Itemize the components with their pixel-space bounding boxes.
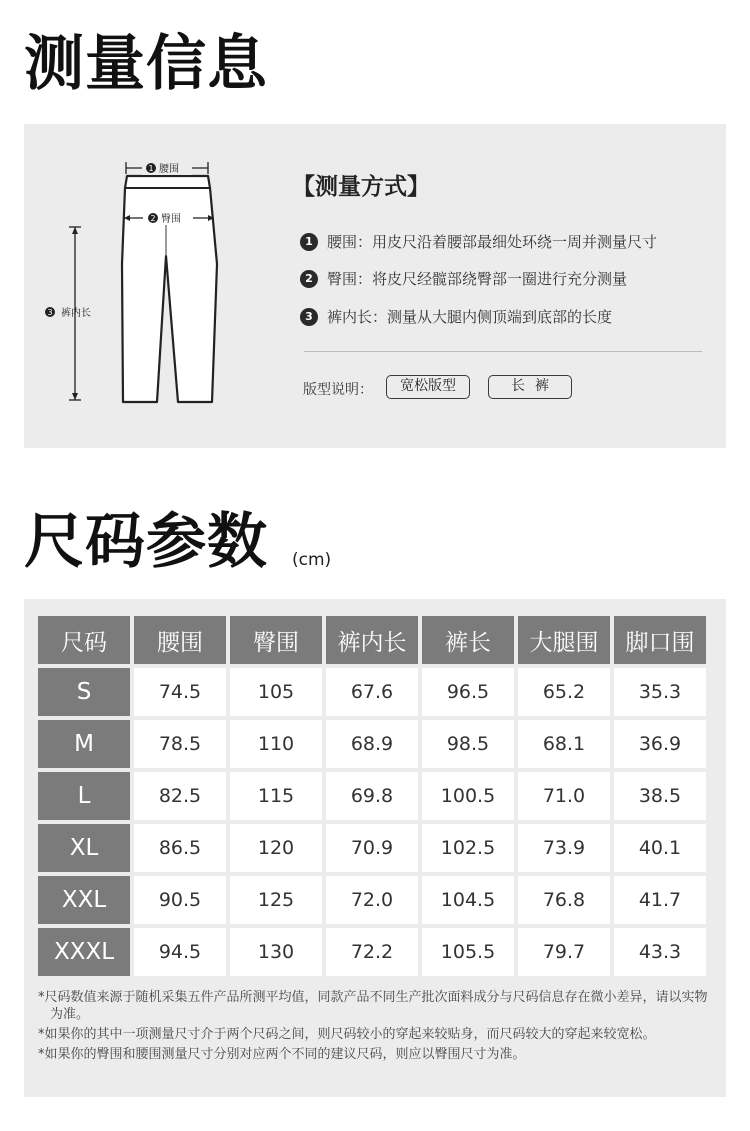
- pants-outline: [122, 176, 217, 402]
- table-cell: 38.5: [614, 772, 706, 820]
- step-text-waist: 腰围：用皮尺沿着腰部最细处环绕一周并测量尺寸: [327, 233, 658, 251]
- step-text-hip: 臀围：将皮尺经髋部绕臀部一圈进行充分测量: [327, 270, 628, 288]
- size-cell: XXL: [38, 876, 130, 924]
- table-cell: 115: [230, 772, 322, 820]
- inseam-label-group: [45, 306, 91, 319]
- table-cell: 82.5: [134, 772, 226, 820]
- table-cell: 35.3: [614, 668, 706, 716]
- size-table: [34, 612, 710, 980]
- table-cell: 120: [230, 824, 322, 872]
- header-inseam: 裤内长: [326, 616, 418, 664]
- svg-text:1: 1: [148, 164, 154, 173]
- measurement-panel: [24, 124, 726, 448]
- fit-label: 版型说明：: [303, 382, 373, 398]
- header-size: 尺码: [38, 616, 130, 664]
- table-cell: 76.8: [518, 876, 610, 924]
- fit-tag-loose: 宽松版型: [386, 375, 470, 399]
- size-table-panel: [24, 599, 726, 1097]
- table-header-row: [38, 616, 706, 664]
- table-cell: 71.0: [518, 772, 610, 820]
- table-cell: 98.5: [422, 720, 514, 768]
- hip-diagram-label: 臀围: [161, 214, 181, 225]
- notes: [38, 989, 718, 1066]
- section-title-measure: 测量信息: [24, 29, 268, 99]
- size-cell: S: [38, 668, 130, 716]
- table-cell: 36.9: [614, 720, 706, 768]
- note-3: *如果你的臀围和腰围测量尺寸分别对应两个不同的建议尺码，则应以臀围尺寸为准。: [38, 1047, 526, 1062]
- step-number-1: 1: [300, 233, 318, 251]
- step-number-2: 2: [300, 270, 318, 288]
- table-cell: 105: [230, 668, 322, 716]
- method-step-waist: [300, 231, 657, 252]
- size-cell: XXXL: [38, 928, 130, 976]
- inseam-diagram-label: 裤内长: [61, 308, 91, 319]
- table-cell: 72.0: [326, 876, 418, 924]
- table-cell: 130: [230, 928, 322, 976]
- note-1: *尺码数值来源于随机采集五件产品所测平均值，同款产品不同生产批次面料成分与尺码信息存在微小差异，请以实物为准。: [38, 990, 708, 1022]
- size-cell: L: [38, 772, 130, 820]
- table-cell: 96.5: [422, 668, 514, 716]
- fit-tag-long-pants: 长裤: [488, 375, 572, 399]
- table-cell: 105.5: [422, 928, 514, 976]
- table-cell: 86.5: [134, 824, 226, 872]
- method-title: 【测量方式】: [292, 174, 430, 200]
- header-hip: 臀围: [230, 616, 322, 664]
- header-length: 裤长: [422, 616, 514, 664]
- table-cell: 110: [230, 720, 322, 768]
- table-cell: 72.2: [326, 928, 418, 976]
- table-cell: 41.7: [614, 876, 706, 924]
- method-step-hip: [300, 268, 627, 289]
- table-row: [38, 720, 706, 768]
- section-title-size: 尺码参数: [24, 507, 268, 577]
- table-cell: 90.5: [134, 876, 226, 924]
- table-cell: 94.5: [134, 928, 226, 976]
- size-cell: M: [38, 720, 130, 768]
- note-2: *如果你的其中一项测量尺寸介于两个尺码之间，则尺码较小的穿起来较贴身，而尺码较大的穿起来较宽松。: [38, 1027, 656, 1042]
- table-cell: 67.6: [326, 668, 418, 716]
- table-cell: 125: [230, 876, 322, 924]
- table-cell: 74.5: [134, 668, 226, 716]
- waist-diagram-label: 腰围: [159, 164, 179, 175]
- size-cell: XL: [38, 824, 130, 872]
- unit-label: (cm): [292, 550, 332, 570]
- table-cell: 70.9: [326, 824, 418, 872]
- header-thigh: 大腿围: [518, 616, 610, 664]
- step-text-inseam: 裤内长：测量从大腿内侧顶端到底部的长度: [327, 308, 613, 326]
- table-cell: 73.9: [518, 824, 610, 872]
- svg-text:3: 3: [47, 308, 53, 317]
- svg-text:2: 2: [150, 214, 156, 223]
- table-cell: 79.7: [518, 928, 610, 976]
- table-cell: 69.8: [326, 772, 418, 820]
- table-cell: 68.1: [518, 720, 610, 768]
- table-cell: 102.5: [422, 824, 514, 872]
- table-row: [38, 928, 706, 976]
- table-cell: 104.5: [422, 876, 514, 924]
- table-row: [38, 668, 706, 716]
- method-step-inseam: [300, 306, 612, 327]
- pants-diagram: [24, 124, 284, 448]
- table-row: [38, 824, 706, 872]
- header-waist: 腰围: [134, 616, 226, 664]
- table-cell: 43.3: [614, 928, 706, 976]
- table-cell: 100.5: [422, 772, 514, 820]
- table-cell: 65.2: [518, 668, 610, 716]
- header-leg-opening: 脚口围: [614, 616, 706, 664]
- divider: [304, 351, 702, 352]
- table-cell: 78.5: [134, 720, 226, 768]
- waist-measure-line: [126, 161, 208, 175]
- step-number-3: 3: [300, 308, 318, 326]
- table-cell: 68.9: [326, 720, 418, 768]
- table-row: [38, 876, 706, 924]
- table-row: [38, 772, 706, 820]
- table-cell: 40.1: [614, 824, 706, 872]
